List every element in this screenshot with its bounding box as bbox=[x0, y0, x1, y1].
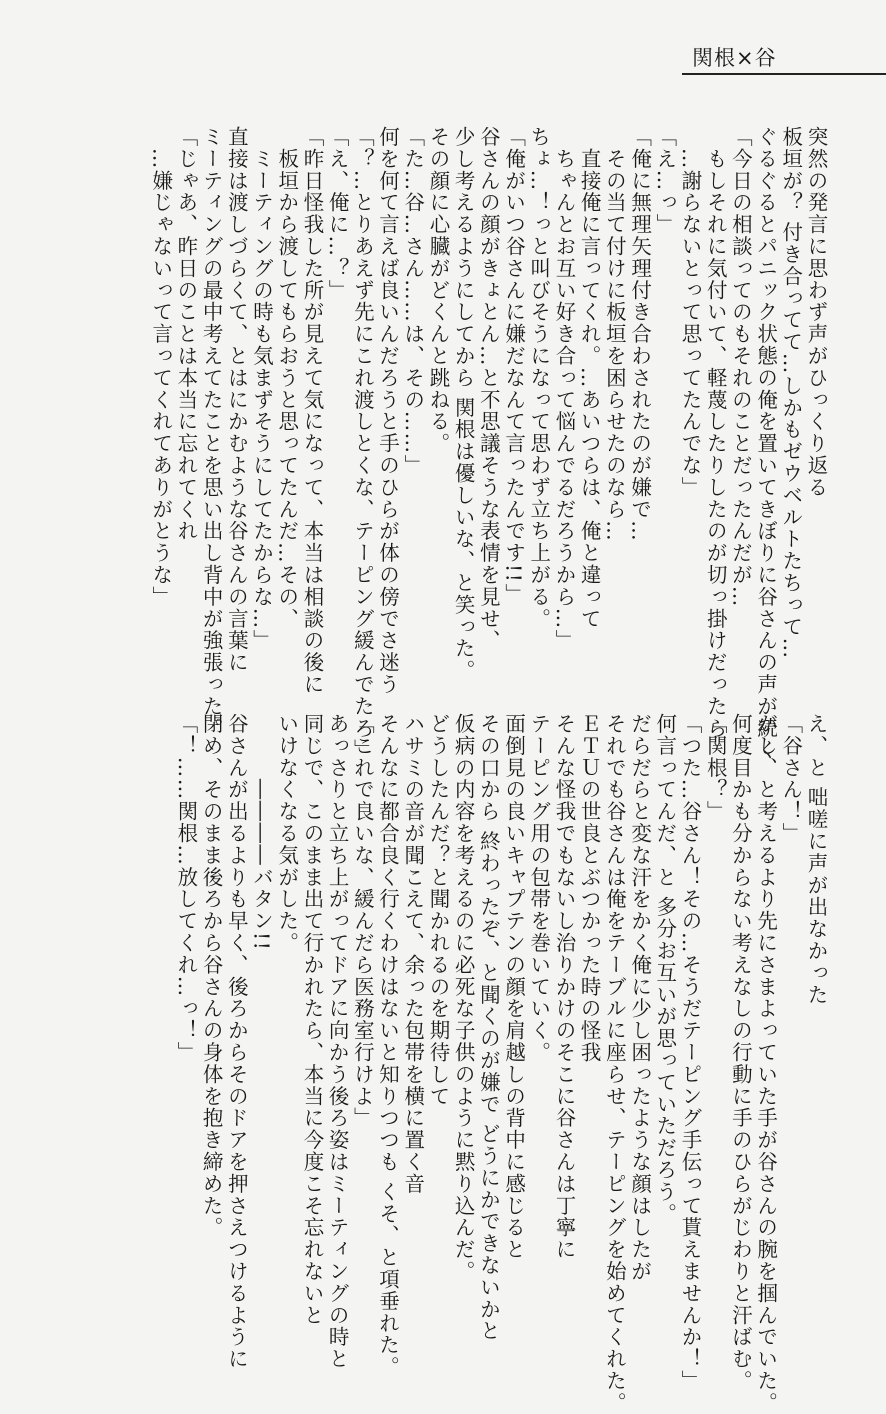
text-line: …謝らないとって思ってたんでな」 bbox=[677, 126, 702, 499]
text-line: 閉め、そのまま後ろから谷さんの身体を抱き締めた。 bbox=[199, 713, 224, 1239]
text-line: だらだらと変な汗をかく俺に少し困ったような顔はしたが bbox=[627, 713, 652, 1283]
text-line: 「？…とりあえず先にこれ渡しとくな、テーピング緩んでたろ」 bbox=[350, 126, 375, 762]
text-line: 板垣から渡してもらおうと思ってたんだ…その、 bbox=[274, 126, 299, 630]
text-line: 「今日の相談ってのもそれのことだったんだが… bbox=[728, 126, 753, 608]
lower-text-block bbox=[173, 713, 828, 1414]
text-line: 谷さんが出るよりも早く、後ろからそのドアを押さえつけるように bbox=[224, 713, 249, 1370]
text-line: テーピング用の包帯を巻いていく。 bbox=[526, 713, 551, 1064]
text-line: その顔に心臓がどくんと跳ねる。 bbox=[425, 126, 450, 455]
text-line: 少し考えるようにしてから 関根は優しいな、と笑った。 bbox=[451, 126, 476, 682]
text-line: 何度目かも分からない考えなしの行動に手のひらがじわりと汗ばむ。 bbox=[728, 713, 753, 1392]
header-rule bbox=[682, 73, 886, 75]
text-line: 板垣が？ 付き合ってて…しかもゼウベルトたちって… bbox=[778, 126, 803, 660]
text-line: 同じで、このまま出て行かれたら、本当に今度こそ忘れないと bbox=[299, 713, 324, 1327]
text-line: 直接は渡しづらくて、とはにかむような谷さんの言葉に bbox=[224, 126, 249, 674]
text-line: 「谷さん！」 bbox=[778, 713, 803, 845]
text-line: ＥＴＵの世良とぶつかった時の怪我 bbox=[577, 713, 602, 1064]
text-line: 何を何て言えば良いんだろうと手のひらが体の傍でさ迷う bbox=[375, 126, 400, 696]
text-line: 「関根？」 bbox=[703, 713, 728, 823]
text-line: 突然の発言に思わず声がひっくり返る bbox=[804, 126, 828, 499]
text-line: ちょ…！っと叫びそうになって思わず立ち上がる。 bbox=[526, 126, 551, 630]
text-line: 「つた…谷さん！その…そうだテーピング手伝って貰えませんか！」 bbox=[677, 713, 702, 1392]
text-line: ミーティングの時も気まずそうにしてたからな…」 bbox=[249, 126, 274, 652]
text-line: 「！……関根…放してくれ…っ！」 bbox=[173, 713, 198, 1064]
upper-text-block bbox=[148, 126, 828, 762]
text-line: 仮病の内容を考えるのに必死な子供のように黙り込んだ。 bbox=[451, 713, 476, 1283]
text-line: もしそれに気付いて、軽蔑したりしたのが切っ掛けだったら bbox=[703, 126, 728, 740]
text-line: 「え、俺に…？」 bbox=[325, 126, 350, 302]
text-line: ――――バタン!! bbox=[249, 713, 274, 952]
text-line: がし、と考えるより先にさまよっていた手が谷さんの腕を掴んでいた。 bbox=[753, 713, 778, 1414]
text-line: ハサミの音が聞こえて、余った包帯を横に置く音 bbox=[400, 713, 425, 1195]
text-line: 「た…谷…さん……は、その……」 bbox=[400, 126, 425, 477]
text-line: 「俺がいつ谷さんに嫌だなんて言ったんです!!」 bbox=[501, 126, 526, 606]
text-line: 「俺に無理矢理付き合わされたのが嫌で… bbox=[627, 126, 652, 543]
text-line: 「え…っ」 bbox=[652, 126, 677, 236]
text-line: 何言ってんだ、と 多分お互いが思っていただろう。 bbox=[652, 713, 677, 1225]
text-line: 「昨日怪我した所が見えて気になって、本当は相談の後に bbox=[299, 126, 324, 696]
text-line: ぐるぐるとパニック状態の俺を置いてきぼりに谷さんの声が続く bbox=[753, 126, 778, 762]
text-line: どうしたんだ？と聞かれるのを期待して bbox=[425, 713, 450, 1108]
text-line: ミーティングの最中考えてたことを思い出し背中が強張った。 bbox=[199, 126, 224, 740]
text-line: 「じゃあ、昨日のことは本当に忘れてくれ bbox=[173, 126, 198, 543]
text-line: え、と 咄嗟に声が出なかった bbox=[804, 713, 828, 1006]
text-line: そんなに都合良く行くわけはないと知りつつも くそ、と項垂れた。 bbox=[375, 713, 400, 1378]
text-line: その口から 終わったぞ、と聞くのが嫌で どうにかできないかと bbox=[476, 713, 501, 1343]
text-line: 谷さんの顔がきょとん…と不思議そうな表情を見せ、 bbox=[476, 126, 501, 652]
text-line: 「これで良いな、緩んだら医務室行けよ」 bbox=[350, 713, 375, 1130]
chapter-title: 関根×谷 bbox=[692, 46, 777, 70]
text-line: それでも谷さんは俺をテーブルに座らせ、テーピングを始めてくれた。 bbox=[602, 713, 627, 1414]
page-header bbox=[682, 42, 886, 72]
text-line: ちゃんとお互い好き合って悩んでるだろうから…」 bbox=[551, 126, 576, 652]
text-line: あっさりと立ち上がってドアに向かう後ろ姿はミーティングの時と bbox=[325, 713, 350, 1370]
text-line: 直接俺に言ってくれ。…あいつらは、俺と違って bbox=[577, 126, 602, 630]
text-line: その当て付けに板垣を困らせたのなら… bbox=[602, 126, 627, 543]
text-line: …嫌じゃないって言ってくれてありがとうな」 bbox=[148, 126, 173, 608]
text-line: いけなくなる気がした。 bbox=[274, 713, 299, 954]
text-line: 面倒見の良いキャプテンの顔を肩越しの背中に感じると bbox=[501, 713, 526, 1261]
text-line: そんな怪我でもないし治りかけのそこに谷さんは丁寧に bbox=[551, 713, 576, 1261]
